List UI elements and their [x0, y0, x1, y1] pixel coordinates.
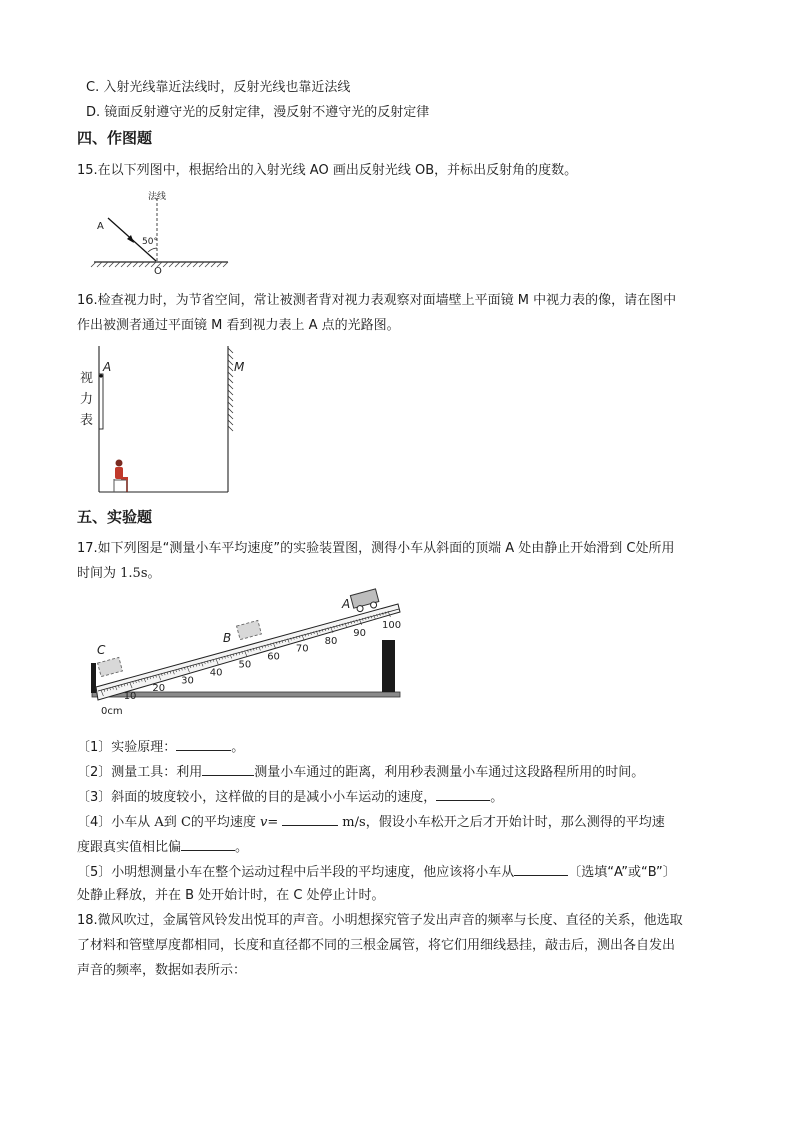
ruler-tick-label: 60	[267, 651, 280, 663]
q17-sub4-line2-blank[interactable]	[181, 836, 235, 851]
ruler-tick-label: 80	[324, 635, 338, 647]
q17-sub1-text: 〔1〕实验原理：	[77, 740, 177, 755]
eye-chart-char-2: 力	[80, 392, 94, 407]
q17-figure	[88, 590, 408, 720]
angle-arc	[148, 248, 157, 252]
ruler-tick-label: 20	[152, 683, 166, 695]
q17-sub1	[77, 736, 244, 758]
point-a-label: A	[97, 221, 104, 232]
ruler-tick-label: 10	[123, 691, 137, 703]
q17-sub4-unit: m/s	[342, 815, 366, 830]
ruler-tick-label: 100	[382, 620, 402, 631]
q17-sub1-end: 。	[231, 740, 245, 755]
q17-line2-prefix: 时间为	[77, 566, 121, 581]
q17-sub1-blank[interactable]	[176, 736, 231, 751]
seated-person-icon	[114, 460, 128, 493]
section5-title: 五、实验题	[77, 508, 153, 526]
ruler-tick-label: 50	[238, 659, 252, 671]
q17-sub5-text: 〔5〕小明想测量小车在整个运动过程中后半段的平均速度，他应该将小车从	[77, 865, 515, 880]
q17-sub2-text: 〔2〕测量工具：利用	[77, 765, 203, 780]
cart-b	[237, 620, 262, 639]
angle-label: 50°	[142, 237, 158, 247]
eye-chart-char-1: 视	[80, 371, 94, 386]
ruler-tick-label: 70	[295, 643, 309, 655]
stopper-c	[91, 663, 96, 693]
q17-sub5-blank[interactable]	[514, 861, 568, 876]
q17-sub4-blank[interactable]	[282, 811, 338, 826]
q17-sub4-line2-end: 。	[235, 840, 249, 855]
q17-sub2-end: 测量小车通过的距离，利用秒表测量小车通过这段路程所用的时间。	[254, 765, 645, 780]
chart-point-a-label: A	[103, 360, 112, 374]
q17-sub4-eq: =	[267, 815, 279, 830]
q17-sub4-point-a: A	[154, 815, 164, 830]
q17-sub2	[77, 761, 644, 783]
q18-line2: 了材料和管壁厚度都相同，长度和直径都不同的三根金属管，将它们用细线悬挂，敲击后，测出各自发出	[77, 938, 676, 953]
chart-point-a	[99, 374, 102, 377]
q16-figure	[76, 346, 251, 496]
q17-sub2-blank[interactable]	[202, 761, 254, 776]
normal-label: 法线	[148, 192, 167, 202]
q18-line1: 18.微风吹过，金属管风铃发出悦耳的声音。小明想探究管子发出声音的频率与长度、直径的关系，他选取	[77, 913, 683, 928]
ruler-unit-label: 0cm	[101, 706, 123, 717]
q17-sub5-end: 〔选填“A”或“B”〕	[568, 865, 676, 880]
cart-c-label: C	[97, 643, 106, 657]
q17-sub4-d: ，假设小车松开之后才开始计时，那么测得的平均速	[365, 815, 665, 830]
q17-sub5-line2: 处静止释放，并在 B 处开始计时，在 C 处停止计时。	[77, 888, 385, 903]
q17-sub4-c: 的平均速度	[190, 815, 261, 830]
q18-line3: 声音的频率，数据如表所示：	[77, 963, 247, 978]
q14-option-c: C. 入射光线靠近法线时，反射光线也靠近法线	[86, 80, 351, 95]
q17-sub3-end: 。	[490, 790, 504, 805]
q17-sub3-text: 〔3〕斜面的坡度较小，这样做的目的是减小小车运动的速度，	[77, 790, 437, 805]
base-board	[92, 692, 400, 697]
q16-line1: 16.检查视力时，为节省空间，常让被测者背对视力表观察对面墙壁上平面镜 M 中视力表的像，请在图中	[77, 293, 677, 308]
q15-figure	[90, 188, 240, 278]
q14-option-d: D. 镜面反射遵守光的反射定律，漫反射不遵守光的反射定律	[86, 105, 430, 120]
q17-sub4	[77, 811, 665, 833]
q17-sub4-line2	[77, 836, 248, 858]
support-block	[382, 640, 395, 692]
q17-sub4-a: 〔4〕小车从	[77, 815, 155, 830]
q15-text: 15.在以下列图中，根据给出的入射光线 AO 画出反射光线 OB，并标出反射角的度数。	[77, 163, 578, 178]
q16-line2: 作出被测者通过平面镜 M 看到视力表上 A 点的光路图。	[77, 318, 400, 333]
ruler-tick-label: 30	[181, 675, 194, 687]
ruler-tick-label: 40	[209, 667, 223, 679]
q17-sub4-line2-text: 度跟真实值相比偏	[77, 840, 182, 855]
section4-title: 四、作图题	[77, 129, 153, 147]
q17-sub3-blank[interactable]	[436, 786, 490, 801]
q17-sub4-point-c: C	[180, 815, 191, 830]
q17-line2-suffix: 。	[147, 566, 161, 581]
q17-line1: 17.如下列图是“测量小车平均速度”的实验装置图，测得小车从斜面的顶端 A 处由静止开始滑到 C处所用	[77, 541, 675, 556]
ruler-tick-label: 90	[353, 627, 367, 639]
q17-time-value: 1.5s	[120, 566, 148, 581]
q17-sub3	[77, 786, 503, 808]
cart-a-label: A	[342, 597, 351, 611]
q17-sub4-v: v	[260, 815, 268, 830]
cart-b-label: B	[223, 631, 232, 645]
mirror-m-hatching	[228, 348, 233, 431]
cart-a	[350, 589, 380, 613]
eye-chart-char-3: 表	[80, 413, 94, 428]
cart-c	[98, 657, 123, 676]
q17-line2	[77, 564, 161, 584]
point-o-label: O	[154, 266, 162, 277]
mirror-m-label: M	[234, 360, 245, 374]
eye-chart	[99, 374, 103, 429]
q17-sub5	[77, 861, 676, 883]
q17-sub4-b: 到	[163, 815, 181, 830]
